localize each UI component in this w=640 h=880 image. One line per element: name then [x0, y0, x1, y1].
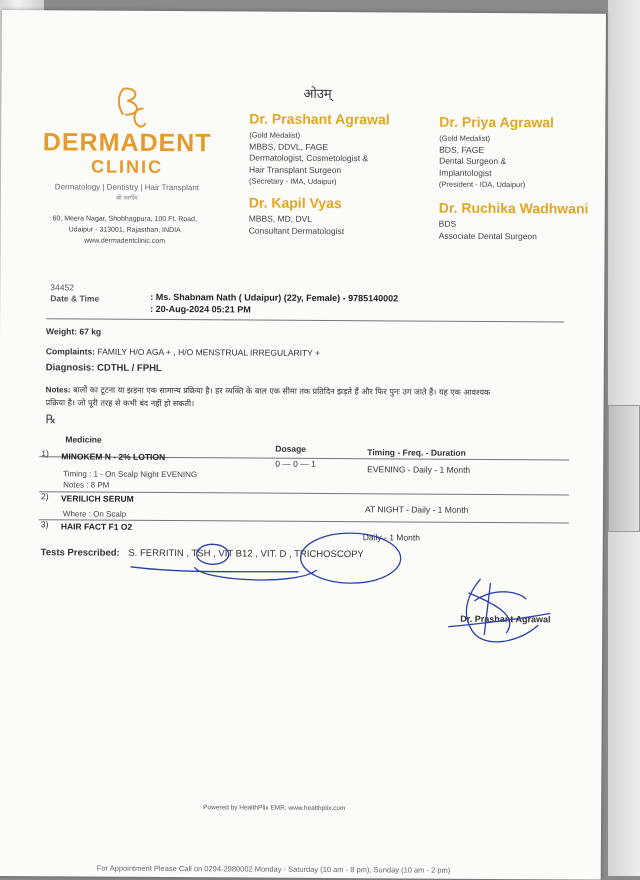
- clinic-tagline: Dermatology | Dentistry | Hair Transplant: [54, 182, 200, 193]
- ink-circle-trichoscopy: [301, 533, 401, 584]
- doctor-detail: Consultant Dermatologist: [248, 225, 345, 236]
- address-line: 60, Meera Nagar, Shobhagpura, 100 Ft. Road,: [52, 215, 197, 224]
- doctor-detail: (Gold Medalist): [439, 133, 491, 143]
- tests-label: Tests Prescribed:: [40, 547, 120, 559]
- diagnosis-value: CDTHL / FPHL: [96, 362, 162, 374]
- doctor-name: Dr. Priya Agrawal: [439, 113, 555, 131]
- om-heading: ओउम्: [303, 86, 332, 103]
- weight: Weight: 67 kg: [46, 326, 102, 337]
- complaints-value: FAMILY H/O AGA + , H/O MENSTRUAL IRREGULARITY +: [97, 346, 321, 358]
- medicine-number: 2): [40, 491, 49, 502]
- footer-appointment: For Appointment Please Call on 0294-2980002 Monday - Saturday (10 am - 8 pm), Sunday (10 am - 2 pm): [96, 863, 451, 875]
- prescription-sheet: [0, 10, 606, 880]
- patient-id: 34452: [50, 282, 74, 293]
- doctor-name: Dr. Prashant Agrawal: [249, 110, 390, 128]
- doctor-detail: Associate Dental Surgeon: [438, 230, 537, 241]
- ink-signature: [448, 579, 550, 642]
- diagnosis-label: Diagnosis:: [45, 362, 95, 374]
- medicine-timing: EVENING - Daily - 1 Month: [367, 464, 471, 475]
- medicine-name: MINOKEM N - 2% LOTION: [61, 451, 166, 463]
- footer-powered-by: Powered by HealthPlix EMR. www.healthplix.com: [203, 804, 346, 813]
- notes-text: प्रक्रिया है। जो पूरी तरह से कभी बंद नहीं हो सकती।: [45, 398, 195, 409]
- header-dosage: Dosage: [275, 443, 307, 454]
- medicine-detail: Notes : 8 PM: [63, 480, 110, 490]
- doctor-detail: (Gold Medalist): [249, 130, 301, 140]
- header-medicine: Medicine: [65, 434, 102, 445]
- medicine-detail: Timing : 1 - On Scalp Night EVENING: [63, 469, 198, 480]
- visit-datetime: : 20-Aug-2024 05:21 PM: [150, 303, 251, 315]
- ink-circle-tsh: [197, 544, 229, 564]
- medicine-number: 3): [40, 519, 49, 530]
- doctor-detail: BDS, FAGE: [439, 144, 485, 155]
- ink-underline: [131, 567, 299, 572]
- background-device: [608, 405, 640, 532]
- patient-name-line: : Ms. Shabnam Nath ( Udaipur) (22y, Female) - 9785140002: [150, 291, 399, 304]
- doctor-detail: (President - IDA, Udaipur): [438, 179, 526, 190]
- address-line: Udaipur - 313001, Rajasthan, INDIA: [68, 226, 181, 235]
- ink-underline: [195, 567, 317, 580]
- complaints-label: Complaints:: [45, 346, 96, 357]
- doctor-detail: BDS: [438, 218, 457, 229]
- doctor-name: Dr. Kapil Vyas: [248, 194, 342, 212]
- medicine-timing: Daily - 1 Month: [362, 532, 420, 543]
- medicine-name: VERILICH SERUM: [60, 493, 134, 504]
- tests-value: S. FERRITIN , TSH , VIT B12 , VIT. D , TRICHOSCOPY: [128, 547, 364, 561]
- address-line: www.dermadentclinic.com: [84, 237, 166, 246]
- clinic-name: DERMADENT: [42, 128, 212, 158]
- doctor-detail: Dermatologist, Cosmetologist &: [249, 152, 369, 164]
- handwritten-annotations: [0, 10, 606, 880]
- notes-text: बालों का टूटना या झड़ना एक सामान्य प्रक्रिया है। हर व्यक्ति के बाल एक सीमा तक प्रतिदिन झड़ते हैं और फिर पुनः उग जाते हैं। यह एक आवश्यक: [73, 385, 491, 397]
- medicine-timing: AT NIGHT - Daily - 1 Month: [364, 504, 469, 515]
- medicine-dosage: 0 — 0 — 1: [275, 458, 316, 469]
- doctor-detail: (Secretary - IMA, Udaipur): [248, 176, 337, 187]
- clinic-hindi-line: श्री स्वर्गीय: [115, 194, 138, 202]
- rx-icon: ℞: [45, 412, 57, 427]
- doctor-detail: Implantologist: [438, 167, 492, 178]
- doctor-detail: Dental Surgeon &: [439, 155, 507, 167]
- doctor-detail: Hair Transplant Surgeon: [249, 164, 342, 175]
- clinic-subname: CLINIC: [90, 156, 164, 177]
- date-label: Date & Time: [50, 293, 100, 304]
- doctor-detail: MBBS, DDVL, FAGE: [249, 141, 329, 152]
- doctor-detail: MBBS, MD, DVL: [248, 213, 313, 224]
- medicine-name: HAIR FACT F1 O2: [60, 521, 133, 532]
- header-timing: Timing - Freq. - Duration: [367, 447, 466, 458]
- doctor-name: Dr. Ruchika Wadhwani: [438, 199, 589, 217]
- signature-name: Dr. Prashant Agrawal: [460, 613, 551, 625]
- notes-label: Notes:: [45, 385, 71, 395]
- medicine-detail: Where : On Scalp: [62, 509, 127, 519]
- medicine-number: 1): [41, 448, 49, 459]
